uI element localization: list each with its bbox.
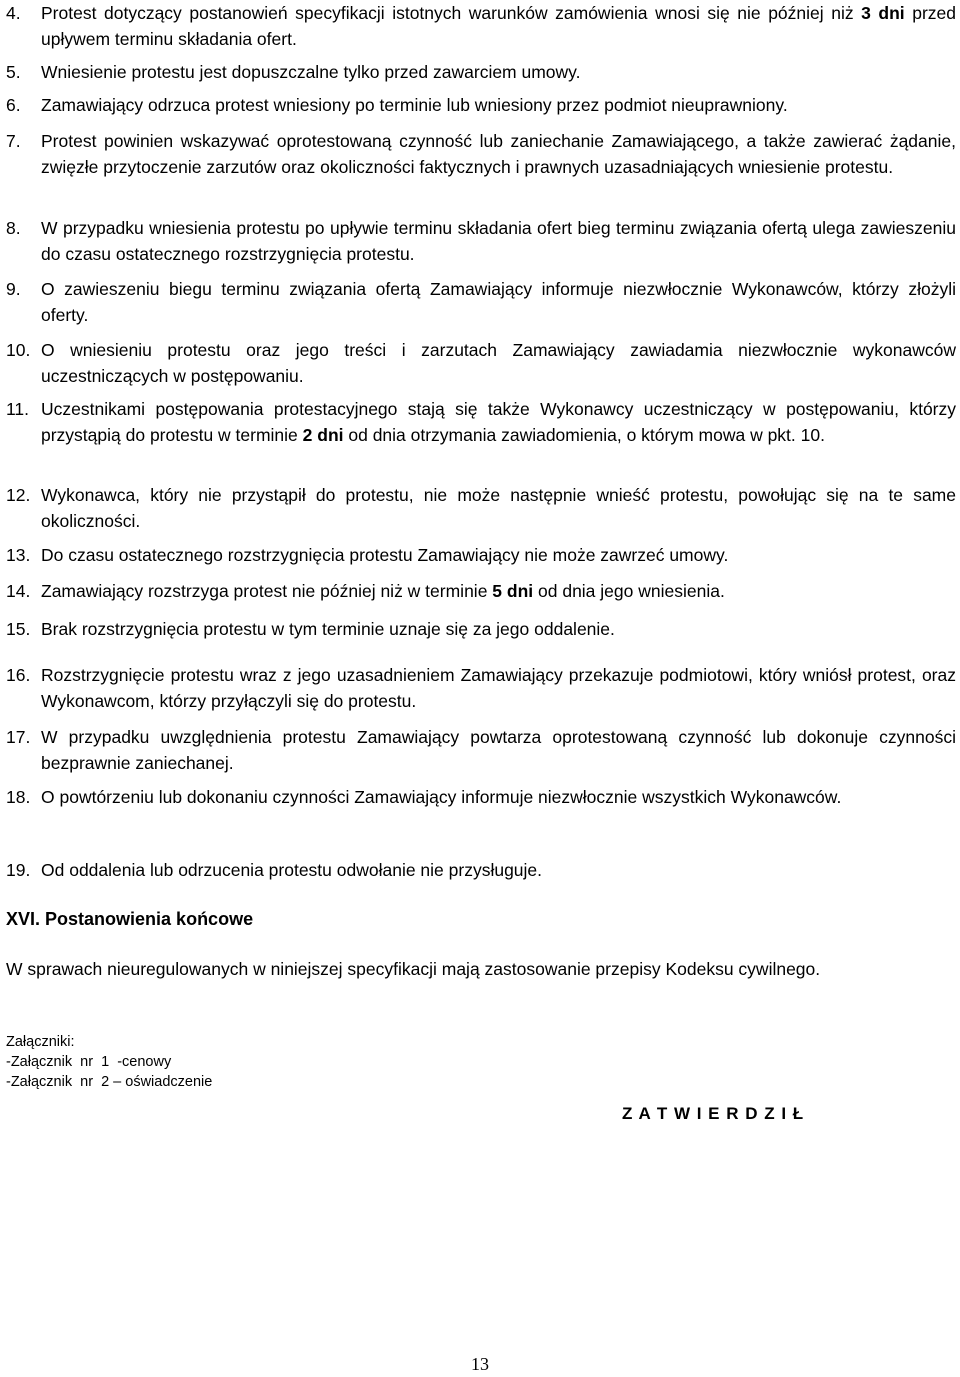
list-item	[6, 578, 956, 604]
item-text: O zawieszeniu biegu terminu związania ofertą Zamawiający informuje niezwłocznie Wykonawców, którzy złożyli oferty.	[41, 279, 956, 325]
item-number: 19.	[6, 860, 31, 880]
item-number: 13.	[6, 545, 31, 565]
item-number: 10.	[6, 340, 31, 360]
item-text: Wykonawca, który nie przystąpił do protestu, nie może następnie wnieść protestu, powołując się na te same okoliczności.	[41, 485, 956, 531]
item-number: 7.	[6, 131, 21, 151]
item-number: 14.	[6, 581, 31, 601]
list-item	[6, 92, 956, 118]
item-number: 4.	[6, 3, 21, 23]
item-number: 17.	[6, 727, 31, 747]
page-number: 13	[471, 1354, 489, 1374]
list-item	[6, 396, 956, 448]
section-number: XVI.	[6, 909, 41, 929]
section-title: Postanowienia końcowe	[45, 909, 254, 929]
item-text: O wniesieniu protestu oraz jego treści i zarzutach Zamawiający zawiadamia niezwłocznie wykonawców uczestniczących w postępowaniu.	[41, 340, 956, 386]
item-number: 12.	[6, 485, 31, 505]
item-text: Zamawiający rozstrzyga protest nie później niż w terminie 5 dni od dnia jego wniesienia.	[41, 581, 725, 601]
item-number: 15.	[6, 619, 31, 639]
item-text: Wniesienie protestu jest dopuszczalne tylko przed zawarciem umowy.	[41, 62, 581, 82]
item-text: Uczestnikami postępowania protestacyjnego stają się także Wykonawcy uczestniczący w postępowaniu, którzy przystąpią do protestu w terminie 2 dni od dnia otrzymania zawiadomienia, o którym mowa w pkt. 10.	[41, 399, 956, 445]
list-item	[6, 662, 956, 714]
attachment-item: -Załącznik nr 1 -cenowy	[6, 1054, 172, 1070]
item-number: 5.	[6, 62, 21, 82]
approval-label: Z A T W I E R D Z I Ł	[622, 1104, 805, 1123]
item-text: Rozstrzygnięcie protestu wraz z jego uzasadnieniem Zamawiający przekazuje podmiotowi, który wniósł protest, oraz Wykonawcom, którzy przyłączyli się do protestu.	[41, 665, 956, 711]
list-item	[6, 276, 956, 328]
final-paragraph: W sprawach nieuregulowanych w niniejszej specyfikacji mają zastosowanie przepisy Kodeksu cywilnego.	[6, 959, 821, 979]
item-number: 18.	[6, 787, 31, 807]
list-item	[6, 857, 956, 883]
item-number: 11.	[6, 399, 30, 419]
list-item	[6, 542, 956, 568]
item-text: Zamawiający odrzuca protest wniesiony po terminie lub wniesiony przez podmiot nieuprawniony.	[41, 95, 788, 115]
item-text: W przypadku wniesienia protestu po upływie terminu składania ofert bieg terminu związania ofertą ulega zawieszeniu do czasu ostatecznego rozstrzygnięcia protestu.	[41, 218, 956, 264]
item-number: 8.	[6, 218, 21, 238]
item-text: Brak rozstrzygnięcia protestu w tym terminie uznaje się za jego oddalenie.	[41, 619, 615, 639]
section-heading	[6, 906, 253, 932]
item-text: Do czasu ostatecznego rozstrzygnięcia protestu Zamawiający nie może zawrzeć umowy.	[41, 545, 729, 565]
list-item	[6, 215, 956, 267]
item-text: Protest dotyczący postanowień specyfikacji istotnych warunków zamówienia wnosi się nie później niż 3 dni przed upływem terminu składania ofert.	[41, 3, 956, 49]
list-item	[6, 59, 956, 85]
list-item	[6, 616, 956, 642]
item-text: Od oddalenia lub odrzucenia protestu odwołanie nie przysługuje.	[41, 860, 543, 880]
list-item	[6, 128, 956, 180]
item-number: 9.	[6, 279, 21, 299]
attachments-label: Załączniki:	[6, 1034, 75, 1050]
item-text: Protest powinien wskazywać oprotestowaną czynność lub zaniechanie Zamawiającego, a także zawierać żądanie, zwięzłe przytoczenie zarzutów oraz okoliczności faktycznych i prawnych uzasadniających wniesienie protestu.	[41, 131, 956, 177]
item-text: O powtórzeniu lub dokonaniu czynności Zamawiający informuje niezwłocznie wszystkich Wykonawców.	[41, 787, 842, 807]
item-number: 16.	[6, 665, 31, 685]
list-item	[6, 337, 956, 389]
list-item	[6, 784, 956, 810]
item-text: W przypadku uwzględnienia protestu Zamawiający powtarza oprotestowaną czynność lub dokonuje czynności bezprawnie zaniechanej.	[41, 727, 956, 773]
item-number: 6.	[6, 95, 21, 115]
list-item	[6, 724, 956, 776]
list-item	[6, 482, 956, 534]
attachment-item: -Załącznik nr 2 – oświadczenie	[6, 1074, 213, 1090]
list-item	[6, 0, 956, 52]
